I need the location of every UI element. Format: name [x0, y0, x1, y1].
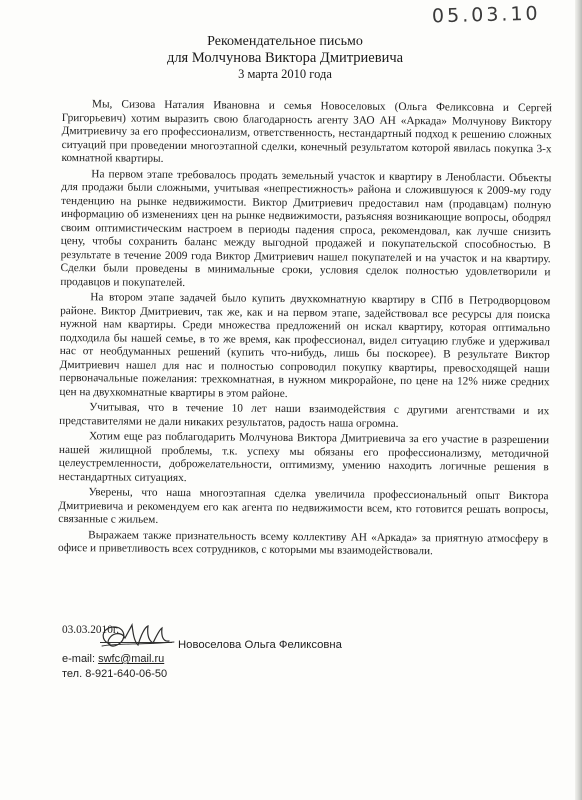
- letter-subtitle: для Молчунова Виктора Дмитриевича: [166, 50, 404, 66]
- letter-title: Рекомендательное письмо: [207, 34, 363, 49]
- letter-body: [58, 98, 552, 562]
- paragraph-other-agencies: Учитывая, что в течение 10 лет наши взаимодействия с другими агентствами и их представителями не дали никаких результатов, радость наша огромна.: [59, 401, 550, 430]
- paragraph-gratitude: Мы, Сизова Наталия Ивановна и семья Новоселовых (Ольга Феликсовна и Сергей Григорьевич) хотим выразить свою благодарность агенту ЗАО АН «Аркада» Молчунову Виктору Дмитриевичу за его профессионализм, ответственность, нестандартный подход к решению сложных ситуаций при проведении многоэтапной сделки, конечный результатом которой явилась покупка 3-х комнатной квартиры.: [61, 98, 552, 165]
- paragraph-recommendation: Уверены, что наша многоэтапная сделка увеличила профессиональный опыт Виктора Дмитриевича и рекомендуем его как агента по недвижимости всем, кто готовится решать вопросы, связанные с жильем.: [58, 486, 549, 526]
- letter-date: 3 марта 2010 года: [238, 67, 332, 81]
- handwritten-signature: [96, 617, 178, 657]
- paragraph-stage-two: На втором этапе задачей было купить двухкомнатную квартиру в СПб в Петродворцовом районе. Виктор Дмитриевич, так же, как и на первом этапе, задействовал все ресурсы для поиска нужной нам квартиры. Среди множества предложений он искал квартиру, которая оптимально подходила бы нашей семье, в то же время, как профессионал, видел ситуацию глубже и удерживал нас от необдуманных решений (купить что-нибудь, лишь бы поскорее). В результате Виктор Дмитриевич нашел для нас и полностью сопроводил покупку квартиры, превосходящей наши первоначальные пожелания: трехкомнатная, в нужном микрорайоне, по цене на 12% ниже средних цен на двухкомнатные квартиры в этом районе.: [59, 291, 551, 400]
- scan-page-edge: [575, 0, 582, 800]
- handwritten-date-note: 05.03.10: [431, 2, 541, 28]
- paragraph-stage-one: На первом этапе требовалось продать земельный участок и квартиру в Ленобласти. Объекты для продажи были сложными, учитывая «непрестижность» района и сложившуюся к 2009-му году тенденцию на рынке недвижимости. Виктор Дмитриевич предоставил нам (продавцам) полную информацию об изменениях цен на рынке недвижимости, разъясняя возникающие вопросы, ободрял своим оптимистическим настроем в периоды падения спроса, рекомендовал, как лучше снизить цену, чтобы сохранить баланс между выгодной продажей и покупательской способностью. В результате в течение 2009 года Виктор Дмитриевич нашел покупателей и на участок и на квартиру. Сделки были проведены в минимальные сроки, условия сделок полностью удовлетворили и продавцов и покупателей.: [60, 167, 552, 289]
- signature-date: 03.03.2010г.: [62, 624, 120, 636]
- email-line: [62, 653, 164, 666]
- paragraph-thanks-again: Хотим еще раз поблагодарить Молчунова Виктора Дмитриевича за его участие в разрешении нашей жилищной проблемы, т.к. успеху мы обязаны его профессионализму, методичной целеустремленности, доброжелательности, оптимизму, умению находить логичные решения в нестандартных ситуациях.: [58, 430, 550, 484]
- paragraph-team-thanks: Выражаем также признательность всему коллективу АН «Аркада» за приятную атмосферу в офисе и приветливость всех сотрудников, с которыми мы взаимодействовали.: [58, 528, 549, 558]
- email-label: e-mail:: [62, 653, 96, 665]
- phone-number: тел. 8-921-640-06-50: [62, 668, 168, 680]
- signer-name: Новоселова Ольга Феликсовна: [178, 639, 342, 651]
- email-address: swfc@mail.ru: [98, 653, 165, 665]
